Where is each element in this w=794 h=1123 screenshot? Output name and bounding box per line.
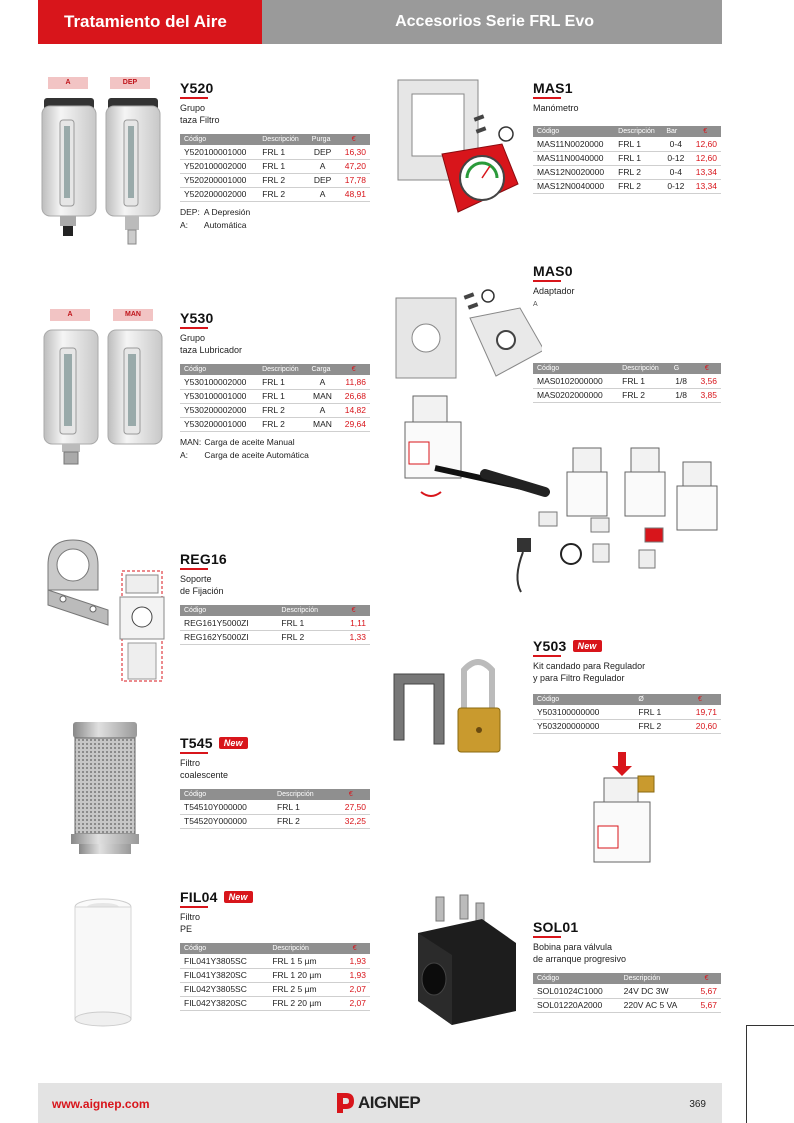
col-code: Código [533,126,614,137]
desc-line: de arranque progresivo [533,954,627,964]
cell-price: 14,82 [338,403,371,417]
product-code: Y520 [180,80,214,96]
desc-line: Filtro [180,912,200,922]
product-code: Y503 New [533,638,721,654]
note: DEP: A Depresión [180,206,251,217]
cell-desc: FRL 1 [618,374,670,388]
variant-label-dep: DEP [110,77,150,89]
cell-thread: 1/8 [670,388,693,402]
product-description [533,102,721,114]
reg16-bracket-image [38,535,168,685]
cell-price: 2,07 [339,996,370,1010]
cell-price: 13,34 [689,165,721,179]
variant-label-a: A [48,77,88,89]
fil04-filter-image [68,895,138,1030]
col-price: € [339,943,370,954]
table-header-row [533,126,721,137]
table-row [180,417,370,431]
cell-desc: FRL 2 5 µm [268,982,339,996]
website-link[interactable]: www.aignep.com [52,1097,150,1111]
table-row [180,630,370,644]
cell-price: 1,33 [337,630,370,644]
cell-price: 19,71 [679,705,721,719]
cell-desc: 220V AC 5 VA [620,998,693,1012]
col-description: Descripción [273,789,332,800]
col-price: € [679,694,721,705]
col-code: Código [533,363,618,374]
table-row [180,968,370,982]
cell-desc: FRL 1 [258,375,307,389]
cell-purge: A [308,187,338,201]
cell-desc: FRL 2 [273,814,332,828]
variant-label-man: MAN [113,309,153,321]
cell-desc: FRL 1 [273,800,332,814]
cell-desc: FRL 2 [258,173,308,187]
col-description: Descripción [258,364,307,375]
cell-desc: FRL 2 [258,187,308,201]
cell-bar: 0-12 [662,151,689,165]
cell-desc: FRL 1 [258,159,308,173]
aignep-logo-icon [334,1091,356,1115]
cell-price: 12,60 [689,151,721,165]
cell-price: 16,30 [337,145,370,159]
cell-price: 29,64 [338,417,371,431]
y503-padlock-image [388,652,528,757]
table-header-row [180,943,370,954]
cell-desc: FRL 2 [618,388,670,402]
cell-price: 48,91 [337,187,370,201]
cell-desc: FRL 2 [614,165,662,179]
cell-purge: DEP [308,173,338,187]
y520-bowl-image [38,92,168,247]
desc-line: PE [180,924,193,934]
cell-desc: FRL 1 20 µm [268,968,339,982]
cell-load: MAN [307,417,337,431]
variant-label-a: A [50,309,90,321]
page-footer [38,1083,722,1123]
product-code: FIL04 New [180,889,370,905]
desc-line: Grupo [180,333,206,343]
col-price: € [337,605,370,616]
cell-code: MAS12N0020000 [533,165,614,179]
product-code: Y530 [180,310,214,326]
cell-price: 20,60 [679,719,721,733]
desc-line: Manómetro [533,103,579,113]
table-header-row [533,694,721,705]
col-code: Código [180,789,273,800]
cell-price: 1,93 [339,968,370,982]
table-header-row [180,605,370,616]
table-row [180,982,370,996]
table-row [180,187,370,201]
product-description [533,660,721,684]
cell-price: 17,78 [337,173,370,187]
table-row [180,814,370,828]
col-price: € [338,364,371,375]
cell-bar: 0-4 [662,165,689,179]
cell-code: Y520100001000 [180,145,258,159]
table-row [533,719,721,733]
product-code: MAS1 [533,80,573,96]
cell-desc: FRL 2 [634,719,678,733]
product-description [533,941,721,965]
table-row [180,389,370,403]
product-mas1 [533,80,721,194]
cell-price: 47,20 [337,159,370,173]
cell-code: Y530200001000 [180,417,258,431]
spec-table [180,605,370,645]
brand-logo [334,1091,420,1115]
col-code: Código [180,943,268,954]
cell-price: 13,34 [689,179,721,193]
spec-table [533,694,721,734]
cell-price: 12,60 [689,137,721,151]
table-header-row [533,973,721,984]
cell-price: 27,50 [332,800,370,814]
table-row [180,159,370,173]
cell-purge: DEP [308,145,338,159]
cell-code: MAS11N0020000 [533,137,614,151]
product-description [180,757,370,781]
cell-code: FIL042Y3805SC [180,982,268,996]
cell-desc: FRL 1 [277,616,337,630]
cell-code: Y530100002000 [180,375,258,389]
note: MAN: Carga de aceite Manual [180,436,295,447]
code-underline [533,97,561,99]
product-code: REG16 [180,551,227,567]
spec-table [180,364,370,432]
product-description [180,102,370,126]
brand-name: AIGNEP [358,1093,421,1112]
cell-code: Y503100000000 [533,705,634,719]
col-diameter: Ø [634,694,678,705]
product-description [180,573,370,597]
desc-line: Grupo [180,103,206,113]
table-row [180,616,370,630]
cell-code: Y530200002000 [180,403,258,417]
cell-desc: FRL 2 [614,179,662,193]
table-header-row [180,364,370,375]
cell-desc: FRL 1 [614,137,662,151]
product-reg16 [180,551,370,645]
table-row [533,151,721,165]
mas0-adapter-image [392,278,542,383]
sol01-coil-image [412,893,522,1028]
product-y530 [180,310,370,462]
cell-price: 11,86 [338,375,371,389]
new-badge: New [219,737,248,749]
desc-line: Soporte [180,574,212,584]
product-sol01 [533,919,721,1013]
cell-code: Y520200002000 [180,187,258,201]
cell-code: Y530100001000 [180,389,258,403]
desc-line: y para Filtro Regulador [533,673,625,683]
page-number: 369 [689,1098,706,1110]
cell-price: 26,68 [338,389,371,403]
table-row [180,403,370,417]
table-row [533,998,721,1012]
cell-price: 32,25 [332,814,370,828]
cell-code: FIL041Y3805SC [180,954,268,968]
cell-desc: FRL 2 [277,630,337,644]
subsection-title: Accesorios Serie FRL Evo [262,0,722,44]
col-bar: Bar [662,126,689,137]
cell-code: SOL01220A2000 [533,998,620,1012]
table-header-row [180,134,370,145]
product-fil04 [180,889,370,1011]
table-row [533,179,721,193]
table-notes [180,206,370,232]
table-row [180,996,370,1010]
desc-line: Filtro [180,758,200,768]
cell-code: MAS0202000000 [533,388,618,402]
product-description [180,332,370,356]
note: A: Carga de aceite Automática [180,449,309,460]
code-underline [180,752,208,754]
cell-code: MAS0102000000 [533,374,618,388]
col-load: Carga [307,364,337,375]
cell-load: MAN [307,389,337,403]
product-code: T545 New [180,735,370,751]
callout-label: A [533,301,538,308]
cell-bar: 0-12 [662,179,689,193]
cell-code: T54510Y000000 [180,800,273,814]
product-t545 [180,735,370,829]
cell-desc: FRL 2 20 µm [268,996,339,1010]
cell-desc: FRL 2 [258,403,307,417]
col-description: Descripción [258,134,308,145]
table-header-row [180,789,370,800]
cell-desc: FRL 2 [258,417,307,431]
spec-table [180,789,370,829]
cell-price: 1,93 [339,954,370,968]
col-price: € [693,363,721,374]
table-row [533,984,721,998]
col-price: € [337,134,370,145]
cell-load: A [307,403,337,417]
desc-line: de Fijación [180,586,224,596]
cell-code: MAS12N0040000 [533,179,614,193]
product-y503 [533,638,721,734]
spec-table [533,126,721,194]
col-price: € [689,126,721,137]
col-code: Código [533,694,634,705]
cell-desc: FRL 1 [258,145,308,159]
new-badge: New [224,891,253,903]
cell-load: A [307,375,337,389]
col-code: Código [180,605,277,616]
product-y520 [180,80,370,232]
col-description: Descripción [614,126,662,137]
cell-code: SOL01024C1000 [533,984,620,998]
desc-line: Kit candado para Regulador [533,661,646,671]
desc-line: Bobina para válvula [533,942,613,952]
cell-desc: FRL 1 [634,705,678,719]
section-title: Tratamiento del Aire [38,0,262,44]
desc-line: taza Filtro [180,115,220,125]
desc-line: Adaptador [533,286,575,296]
col-price: € [332,789,370,800]
table-row [533,137,721,151]
cell-desc: FRL 1 [258,389,307,403]
cell-price: 2,07 [339,982,370,996]
y530-bowl-image [40,324,170,469]
table-row [533,705,721,719]
code-underline [533,655,561,657]
t545-filter-image [65,718,145,858]
table-row [533,165,721,179]
assembly-illustration [395,388,725,603]
cell-code: FIL041Y3820SC [180,968,268,982]
note: A: Automática [180,219,247,230]
code-underline [533,280,561,282]
col-price: € [692,973,721,984]
cell-bar: 0-4 [662,137,689,151]
table-row [180,145,370,159]
cell-code: Y503200000000 [533,719,634,733]
cell-price: 3,56 [693,374,721,388]
product-description [180,911,370,935]
cell-code: FIL042Y3820SC [180,996,268,1010]
code-underline [180,568,208,570]
table-row [533,374,721,388]
code-underline [533,936,561,938]
col-description: Descripción [620,973,693,984]
cell-code: Y520100002000 [180,159,258,173]
table-row [180,954,370,968]
col-code: Código [180,364,258,375]
product-code: SOL01 [533,919,579,935]
new-badge: New [573,640,602,652]
cell-desc: FRL 1 5 µm [268,954,339,968]
table-header-row [533,363,721,374]
col-description: Descripción [618,363,670,374]
spec-table [180,943,370,1011]
cell-desc: FRL 1 [614,151,662,165]
cell-thread: 1/8 [670,374,693,388]
table-row [180,375,370,389]
page-tab-edge [746,1025,794,1123]
cell-code: REG161Y5000ZI [180,616,277,630]
product-mas0 [533,263,575,311]
y503-regulator-illustration [582,752,672,872]
table-row [180,800,370,814]
cell-price: 1,11 [337,616,370,630]
col-code: Código [180,134,258,145]
desc-line: coalescente [180,770,229,780]
mas1-gauge-image [392,74,527,219]
page-header [38,0,722,44]
code-underline [180,327,208,329]
code-underline [180,97,208,99]
col-thread: G [670,363,693,374]
col-purge: Purga [308,134,338,145]
col-description: Descripción [277,605,337,616]
cell-code: T54520Y000000 [180,814,273,828]
col-description: Descripción [268,943,339,954]
cell-desc: 24V DC 3W [620,984,693,998]
cell-price: 3,85 [693,388,721,402]
code-underline [180,906,208,908]
cell-price: 5,67 [692,984,721,998]
product-description [533,285,575,311]
product-code: MAS0 [533,263,573,279]
spec-table [533,973,721,1013]
table-row [180,173,370,187]
cell-code: MAS11N0040000 [533,151,614,165]
cell-code: Y520200001000 [180,173,258,187]
cell-purge: A [308,159,338,173]
table-notes [180,436,370,462]
spec-table [180,134,370,202]
cell-code: REG162Y5000ZI [180,630,277,644]
cell-price: 5,67 [692,998,721,1012]
desc-line: taza Lubricador [180,345,243,355]
col-code: Código [533,973,620,984]
